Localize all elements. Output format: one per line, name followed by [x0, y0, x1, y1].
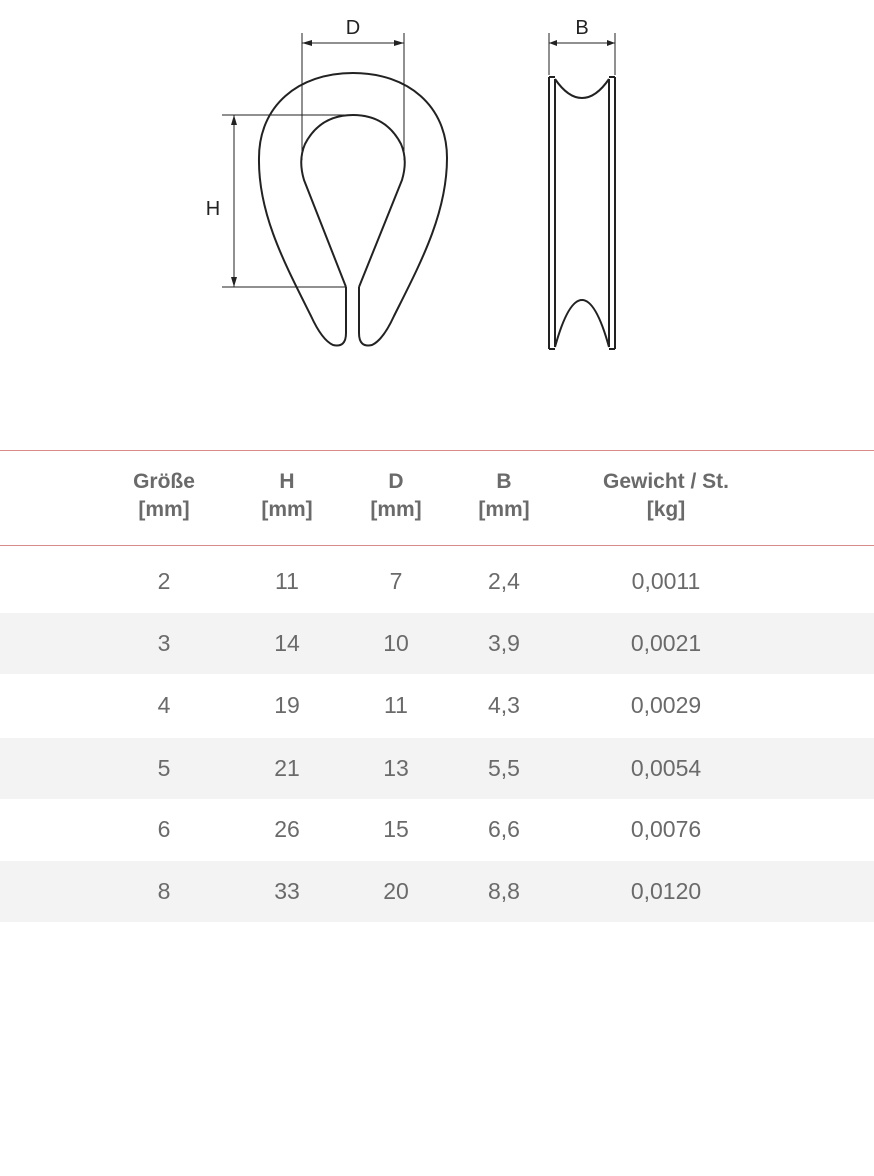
table-row [0, 738, 874, 799]
table-header-row [0, 450, 874, 546]
cell-d: 15 [383, 816, 409, 842]
cell-size: 3 [157, 630, 171, 656]
cell-size: 4 [157, 692, 171, 718]
cell-h: 26 [274, 816, 300, 842]
cell-weight: 0,0029 [630, 692, 702, 718]
cell-b: 8,8 [488, 878, 520, 904]
thimble-inner-contour [301, 115, 405, 287]
table-row [0, 613, 874, 674]
cell-h: 14 [274, 630, 300, 656]
cell-weight: 0,0076 [630, 816, 702, 842]
cell-size: 8 [157, 878, 171, 904]
cell-weight: 0,0054 [630, 755, 702, 781]
cell-h: 11 [275, 568, 299, 594]
cell-weight: 0,0021 [630, 630, 702, 656]
cell-d: 13 [383, 755, 409, 781]
column-header-d: D [mm] [370, 470, 422, 521]
cell-b: 5,5 [488, 755, 520, 781]
column-header-b: B [mm] [478, 470, 530, 521]
cell-b: 6,6 [488, 816, 520, 842]
thimble-outer-contour [259, 73, 447, 346]
cell-h: 19 [274, 692, 300, 718]
cell-d: 7 [389, 568, 403, 594]
cell-weight: 0,0011 [631, 568, 701, 594]
cell-b: 2,4 [488, 568, 520, 594]
cell-weight: 0,0120 [630, 878, 702, 904]
cell-d: 20 [383, 878, 409, 904]
cell-h: 33 [274, 878, 300, 904]
cell-h: 21 [274, 755, 300, 781]
table-row [0, 675, 874, 736]
table-row [0, 861, 874, 922]
column-header-h: H [mm] [261, 470, 313, 521]
cell-size: 5 [157, 755, 171, 781]
cell-size: 2 [157, 568, 171, 594]
table-row [0, 799, 874, 860]
cell-size: 6 [157, 816, 171, 842]
cell-b: 3,9 [488, 630, 520, 656]
column-header-weight: Gewicht / St. [kg] [602, 470, 730, 521]
dimension-label-h: H [205, 198, 221, 220]
column-header-size: Größe [mm] [133, 470, 195, 521]
dimension-label-d: D [345, 17, 361, 39]
cell-d: 10 [383, 630, 409, 656]
thimble-side-view [549, 77, 615, 349]
cell-b: 4,3 [488, 692, 520, 718]
table-row [0, 551, 874, 612]
table-header-rule [0, 545, 874, 546]
cell-d: 11 [384, 692, 408, 718]
dimension-label-b: B [575, 17, 589, 39]
thimble-technical-drawing [0, 0, 874, 400]
